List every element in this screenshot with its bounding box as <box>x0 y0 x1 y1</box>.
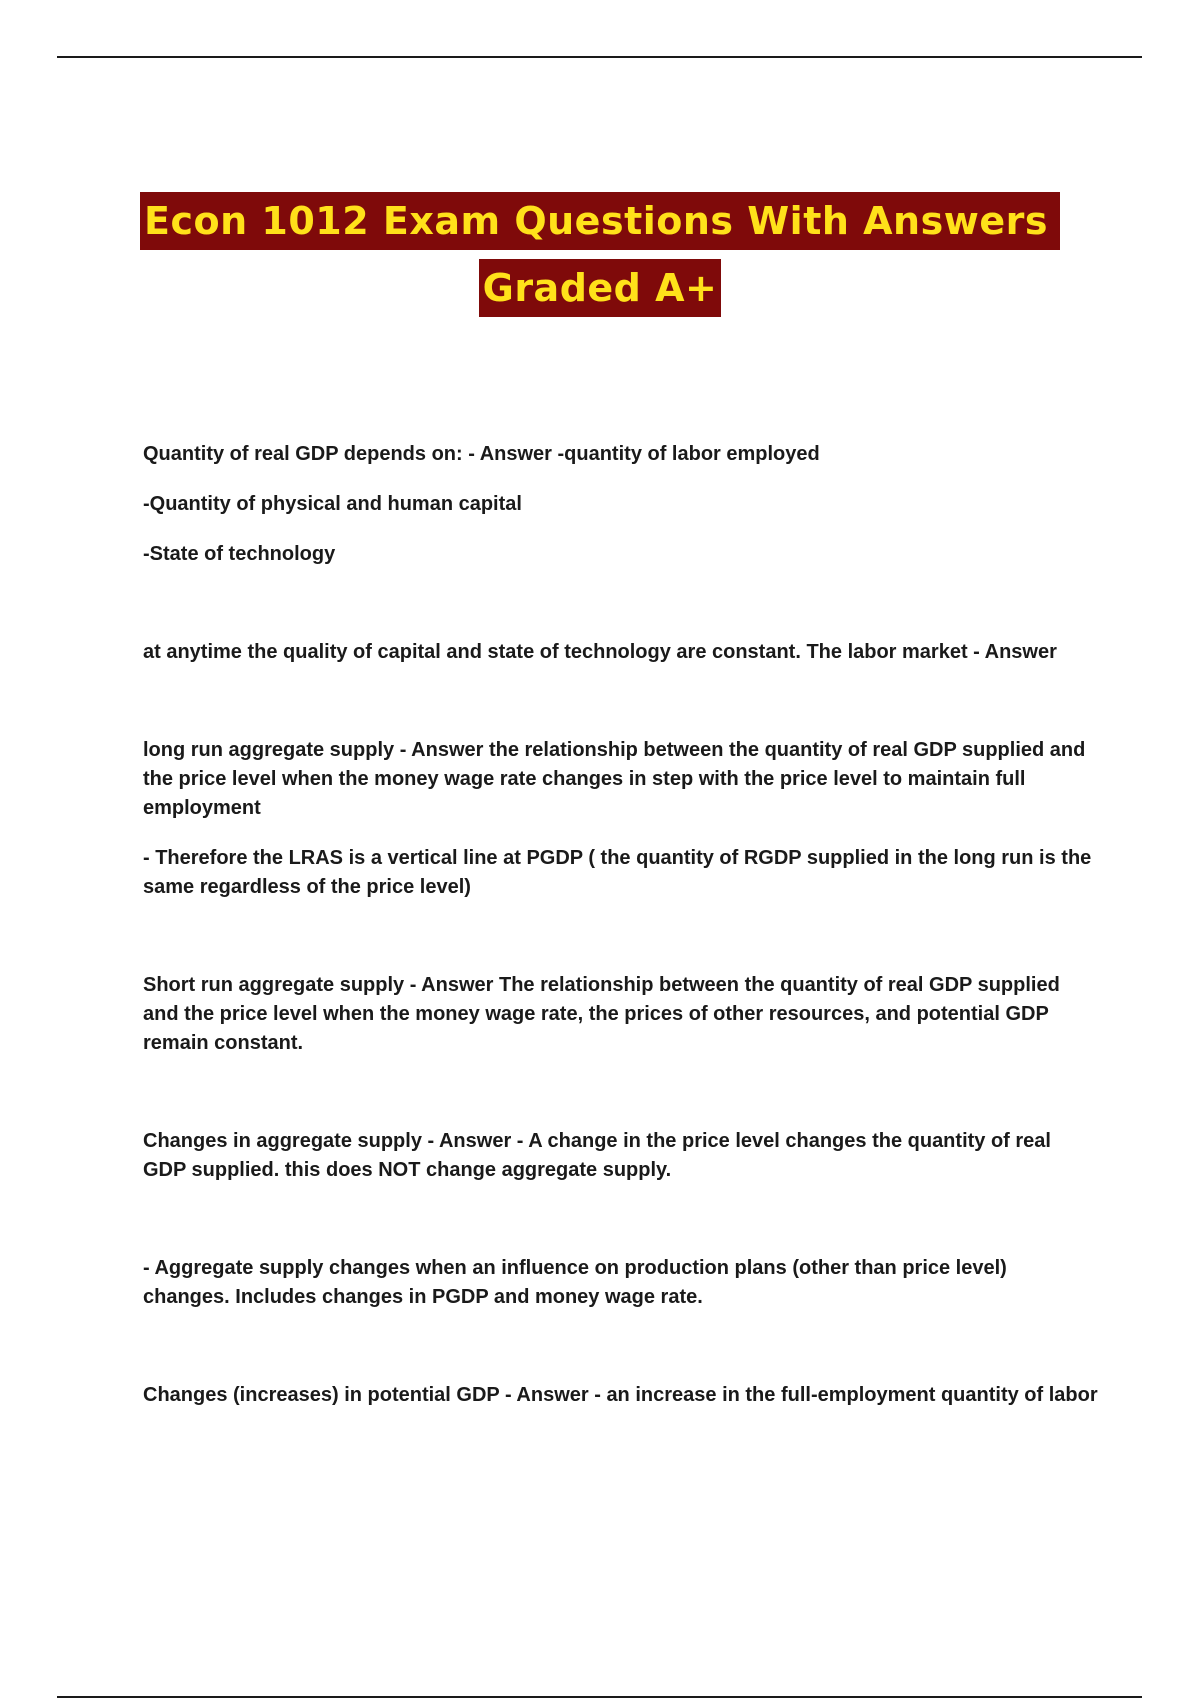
title-line-2: Graded A+ <box>479 259 722 317</box>
paragraph: Changes (increases) in potential GDP - Answer - an increase in the full-employment quantity of labor <box>143 1384 1098 1406</box>
paragraph: - Aggregate supply changes when an influence on production plans (other than price level) changes. Includes changes in PGDP and money wage rate. <box>143 1257 1007 1308</box>
document-title <box>0 192 1200 317</box>
paragraph: Quantity of real GDP depends on: - Answer -quantity of labor employed <box>143 443 820 465</box>
header-rule <box>57 56 1142 58</box>
paragraph: -State of technology <box>143 543 336 565</box>
document-body <box>143 440 1098 1410</box>
title-line-1: Econ 1012 Exam Questions With Answers <box>140 192 1060 250</box>
paragraph: Changes in aggregate supply - Answer - A change in the price level changes the quantity of real GDP supplied. this does NOT change aggregate supply. <box>143 1130 1051 1181</box>
paragraph: at anytime the quality of capital and state of technology are constant. The labor market - Answer <box>143 641 1057 663</box>
footer-rule <box>57 1696 1142 1698</box>
paragraph: -Quantity of physical and human capital <box>143 493 522 515</box>
paragraph: Short run aggregate supply - Answer The relationship between the quantity of real GDP supplied and the price level when the money wage rate, the prices of other resources, and potential GDP remain constant. <box>143 974 1060 1054</box>
paragraph: - Therefore the LRAS is a vertical line at PGDP ( the quantity of RGDP supplied in the long run is the same regardless of the price level) <box>143 847 1092 898</box>
paragraph: long run aggregate supply - Answer the relationship between the quantity of real GDP supplied and the price level when the money wage rate changes in step with the price level to maintain full employment <box>143 739 1086 819</box>
